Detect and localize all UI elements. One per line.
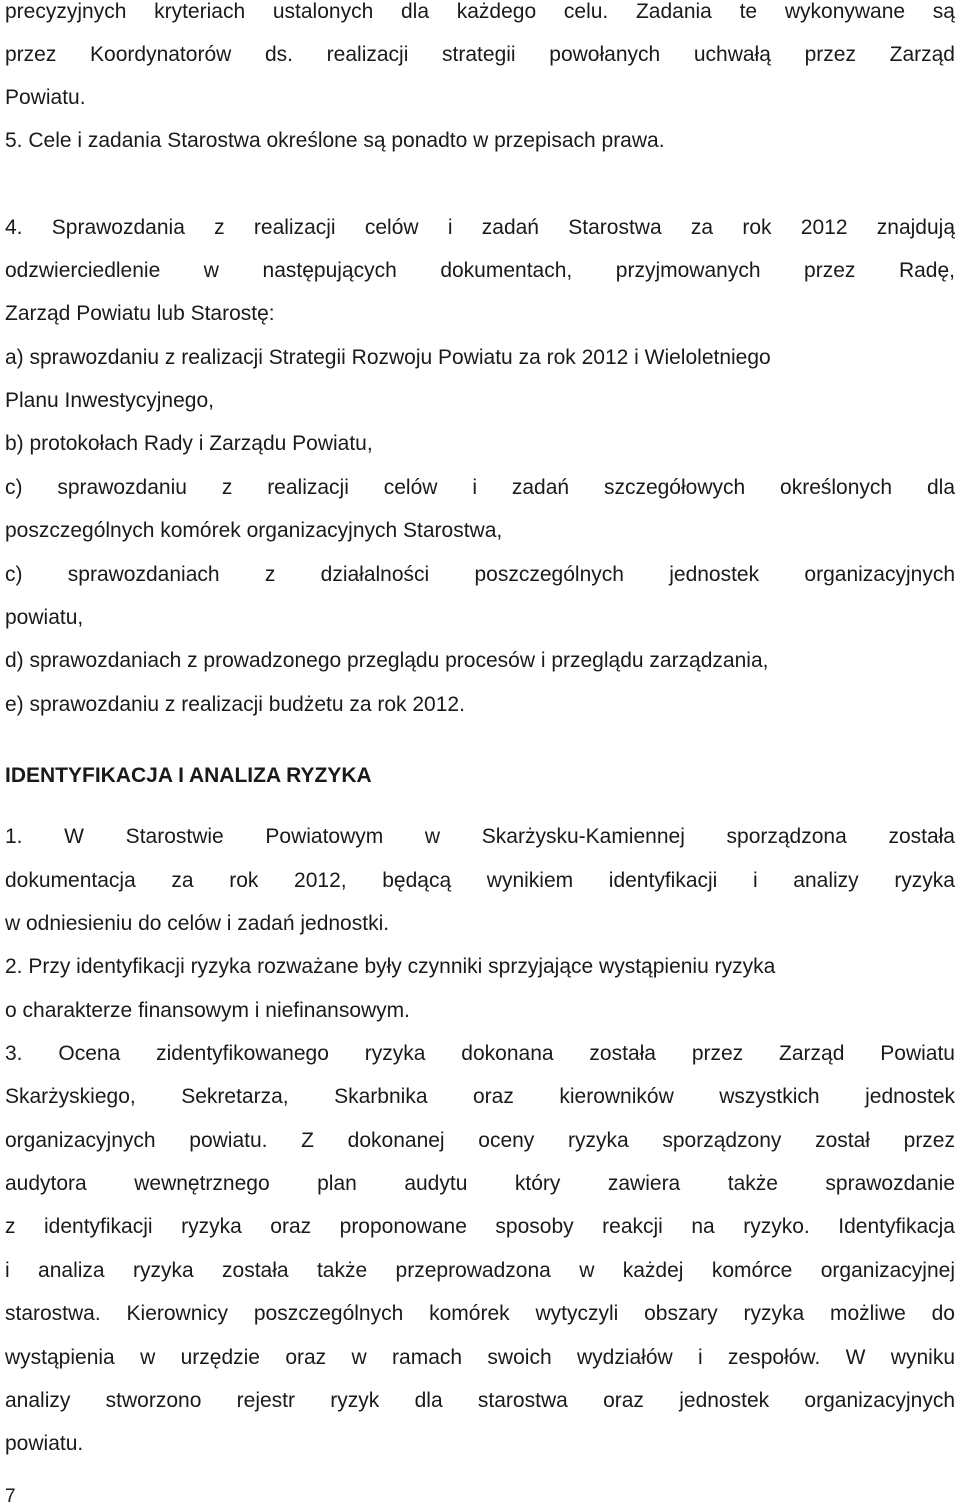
text-line: przez Koordynatorów ds. realizacji strategii powołanych uchwałą przez Zarząd: [5, 43, 955, 66]
text-line: 4. Sprawozdania z realizacji celów i zadań Starostwa za rok 2012 znajdują: [5, 216, 955, 239]
text-line: d) sprawozdaniach z prowadzonego przeglądu procesów i przeglądu zarządzania,: [5, 649, 769, 672]
text-line: a) sprawozdaniu z realizacji Strategii Rozwoju Powiatu za rok 2012 i Wieloletniego: [5, 346, 771, 369]
text-line: audytora wewnętrznego plan audytu który zawiera także sprawozdanie: [5, 1172, 955, 1195]
text-line: i analiza ryzyka została także przeprowadzona w każdej komórce organizacyjnej: [5, 1259, 955, 1282]
text-line: Skarżyskiego, Sekretarza, Skarbnika oraz kierowników wszystkich jednostek: [5, 1085, 955, 1108]
text-line: 1. W Starostwie Powiatowym w Skarżysku-Kamiennej sporządzona została: [5, 825, 955, 848]
text-line: poszczególnych komórek organizacyjnych Starostwa,: [5, 519, 503, 542]
text-line: starostwa. Kierownicy poszczególnych komórek wytyczyli obszary ryzyka możliwe do: [5, 1302, 955, 1325]
text-line: dokumentacja za rok 2012, będącą wynikiem identyfikacji i analizy ryzyka: [5, 869, 955, 892]
text-line: odzwierciedlenie w następujących dokumentach, przyjmowanych przez Radę,: [5, 259, 955, 282]
text-line: Zarząd Powiatu lub Starostę:: [5, 302, 275, 325]
text-line: Powiatu.: [5, 86, 86, 109]
text-line: organizacyjnych powiatu. Z dokonanej oceny ryzyka sporządzony został przez: [5, 1129, 955, 1152]
text-line: 2. Przy identyfikacji ryzyka rozważane były czynniki sprzyjające wystąpieniu ryzyka: [5, 955, 776, 978]
page-number: 7: [5, 1486, 16, 1507]
text-line: b) protokołach Rady i Zarządu Powiatu,: [5, 432, 373, 455]
text-line: analizy stworzono rejestr ryzyk dla starostwa oraz jednostek organizacyjnych: [5, 1389, 955, 1412]
text-line: z identyfikacji ryzyka oraz proponowane sposoby reakcji na ryzyko. Identyfikacja: [5, 1215, 955, 1238]
text-line: wystąpienia w urzędzie oraz w ramach swoich wydziałów i zespołów. W wyniku: [5, 1346, 955, 1369]
text-line: e) sprawozdaniu z realizacji budżetu za rok 2012.: [5, 693, 465, 716]
text-line: 5. Cele i zadania Starostwa określone są ponadto w przepisach prawa.: [5, 129, 665, 152]
text-line: Planu Inwestycyjnego,: [5, 389, 214, 412]
text-line: c) sprawozdaniach z działalności poszczególnych jednostek organizacyjnych: [5, 563, 955, 586]
text-line: c) sprawozdaniu z realizacji celów i zadań szczegółowych określonych dla: [5, 476, 955, 499]
text-line: precyzyjnych kryteriach ustalonych dla każdego celu. Zadania te wykonywane są: [5, 0, 955, 23]
text-line: powiatu,: [5, 606, 84, 629]
section-heading: IDENTYFIKACJA I ANALIZA RYZYKA: [5, 764, 372, 787]
text-line: w odniesieniu do celów i zadań jednostki.: [5, 912, 390, 935]
text-line: powiatu.: [5, 1432, 84, 1455]
text-line: 3. Ocena zidentyfikowanego ryzyka dokonana została przez Zarząd Powiatu: [5, 1042, 955, 1065]
text-line: o charakterze finansowym i niefinansowym.: [5, 999, 411, 1022]
